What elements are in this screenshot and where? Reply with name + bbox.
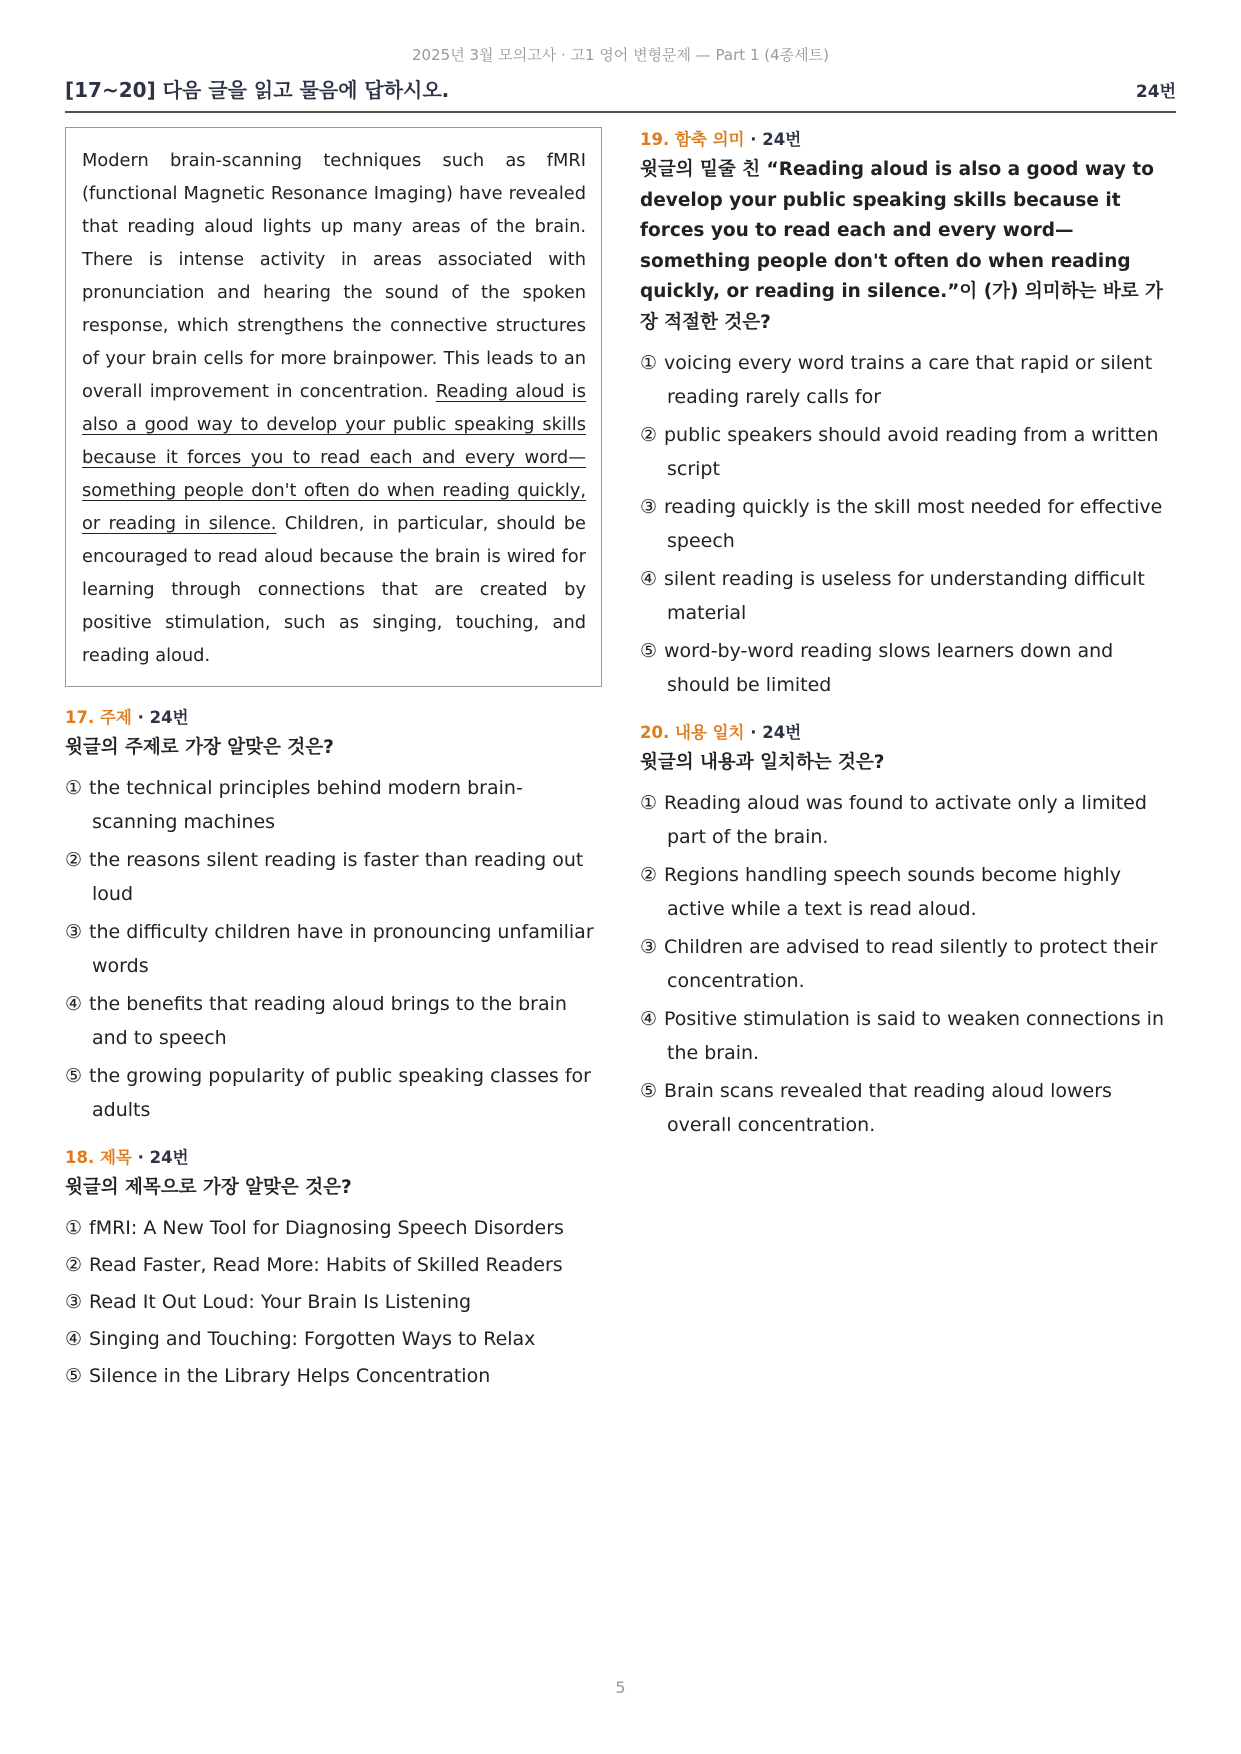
option-text: word-by-word reading slows learners down and should be limited: [664, 640, 1114, 696]
question-17: [65, 705, 602, 1127]
question-19-source: · 24번: [744, 130, 802, 149]
option-number: ②: [65, 849, 83, 871]
question-18-options: [65, 1211, 602, 1393]
option-number: ⑤: [640, 1080, 658, 1102]
option-number: ④: [65, 1328, 83, 1350]
option[interactable]: [65, 987, 602, 1055]
option-text: voicing every word trains a care that rapid or silent reading rarely calls for: [664, 352, 1153, 408]
option[interactable]: [640, 786, 1180, 854]
option-text: public speakers should avoid reading from a written script: [664, 424, 1159, 480]
option-text: Children are advised to read silently to protect their concentration.: [664, 936, 1158, 992]
question-20-label: 20. 내용 일치: [640, 723, 745, 742]
question-18-prompt: 윗글의 제목으로 가장 알맞은 것은?: [65, 1177, 352, 1198]
option-text: Reading aloud was found to activate only a limited part of the brain.: [664, 792, 1147, 848]
question-20-source: · 24번: [744, 723, 802, 742]
option[interactable]: [640, 634, 1180, 702]
question-set-title: [17~20] 다음 글을 읽고 물음에 답하시오.: [65, 78, 450, 102]
option[interactable]: [65, 1285, 602, 1319]
passage-text: Modern brain-scanning techniques such as fMRI (functional Magnetic Resonance Imaging) have revealed that reading aloud lights up many areas of the brain. There is intense activity in areas associated with pronunciation and hearing the sound of the spoken response, which strengthens the connective structures of your brain cells for more brainpower. This leads to an overall improvement in concentration.: [82, 150, 586, 402]
option-text: Positive stimulation is said to weaken connections in the brain.: [664, 1008, 1164, 1064]
option[interactable]: [65, 771, 602, 839]
option[interactable]: [640, 1074, 1180, 1142]
page-header: 2025년 3월 모의고사 · 고1 영어 변형문제 — Part 1 (4종세트): [412, 46, 829, 64]
option-text: the technical principles behind modern brain-scanning machines: [89, 777, 523, 833]
passage-text-end: Children, in particular, should be encouraged to read aloud because the brain is wired for learning through connections that are created by positive stimulation, such as singing, touching, and reading aloud.: [82, 513, 586, 666]
option-text: Brain scans revealed that reading aloud lowers overall concentration.: [664, 1080, 1112, 1136]
option-text: the difficulty children have in pronouncing unfamiliar words: [89, 921, 594, 977]
option-text: Silence in the Library Helps Concentration: [89, 1365, 491, 1387]
option-number: ④: [640, 1008, 658, 1030]
option-number: ⑤: [65, 1365, 83, 1387]
option-number: ③: [640, 936, 658, 958]
option-number: ①: [640, 352, 658, 374]
option-text: fMRI: A New Tool for Diagnosing Speech Disorders: [89, 1217, 564, 1239]
question-17-label: 17. 주제: [65, 708, 132, 727]
option[interactable]: [65, 1211, 602, 1245]
option-number: ③: [65, 921, 83, 943]
question-17-prompt: 윗글의 주제로 가장 알맞은 것은?: [65, 737, 334, 758]
question-17-header: [65, 705, 602, 731]
option[interactable]: [640, 562, 1180, 630]
option[interactable]: [65, 1322, 602, 1356]
passage-box: [65, 127, 602, 687]
question-17-options: [65, 771, 602, 1127]
question-19-header: [640, 127, 1180, 153]
option-number: ②: [640, 424, 658, 446]
question-set-number: 24번: [1135, 82, 1176, 102]
option-number: ②: [65, 1254, 83, 1276]
option-text: Read It Out Loud: Your Brain Is Listening: [89, 1291, 472, 1313]
option-text: Regions handling speech sounds become highly active while a text is read aloud.: [664, 864, 1121, 920]
option[interactable]: [640, 346, 1180, 414]
right-column: [640, 127, 1180, 1146]
option[interactable]: [640, 1002, 1180, 1070]
question-20-header: [640, 720, 1180, 746]
option-number: ①: [65, 1217, 83, 1239]
left-column: [65, 127, 602, 1396]
option[interactable]: [640, 930, 1180, 998]
option-text: Read Faster, Read More: Habits of Skilled Readers: [89, 1254, 563, 1276]
option[interactable]: [65, 843, 602, 911]
option[interactable]: [65, 915, 602, 983]
option-number: ⑤: [640, 640, 658, 662]
page-number: 5: [615, 1678, 626, 1697]
option-text: reading quickly is the skill most needed for effective speech: [664, 496, 1163, 552]
question-20-options: [640, 786, 1180, 1142]
option[interactable]: [65, 1248, 602, 1282]
passage-underlined-text: Reading aloud is also a good way to develop your public speaking skills because it forces you to read each and every word—something people don't often do when reading quickly, or reading in silence.: [82, 381, 586, 534]
option[interactable]: [640, 490, 1180, 558]
option-text: the growing popularity of public speaking classes for adults: [89, 1065, 591, 1121]
option[interactable]: [65, 1359, 602, 1393]
option-number: ③: [65, 1291, 83, 1313]
question-19-options: [640, 346, 1180, 702]
option-number: ①: [640, 792, 658, 814]
option-number: ④: [640, 568, 658, 590]
option-text: the reasons silent reading is faster than reading out loud: [89, 849, 584, 905]
question-19: [640, 127, 1180, 702]
question-20: [640, 720, 1180, 1142]
option-number: ②: [640, 864, 658, 886]
option-number: ④: [65, 993, 83, 1015]
question-18-header: [65, 1145, 602, 1171]
option-text: the benefits that reading aloud brings to the brain and to speech: [89, 993, 567, 1049]
option-text: Singing and Touching: Forgotten Ways to Relax: [89, 1328, 536, 1350]
question-19-label: 19. 함축 의미: [640, 130, 745, 149]
question-set-title-bar: [65, 74, 1176, 113]
question-20-prompt: 윗글의 내용과 일치하는 것은?: [640, 752, 885, 773]
option-text: silent reading is useless for understanding difficult material: [664, 568, 1145, 624]
question-18: [65, 1145, 602, 1393]
option-number: ①: [65, 777, 83, 799]
option[interactable]: [65, 1059, 602, 1127]
question-19-prompt: 윗글의 밑줄 친 “Reading aloud is also a good way to develop your public speaking skills because it forces you to read each and every word—something people don't often do when reading quickly, or reading in silence.”이 (가) 의미하는 바로 가장 적절한 것은?: [640, 159, 1163, 333]
question-17-source: · 24번: [131, 708, 189, 727]
option-number: ⑤: [65, 1065, 83, 1087]
option[interactable]: [640, 418, 1180, 486]
option-number: ③: [640, 496, 658, 518]
question-18-source: · 24번: [131, 1148, 189, 1167]
question-18-label: 18. 제목: [65, 1148, 132, 1167]
option[interactable]: [640, 858, 1180, 926]
